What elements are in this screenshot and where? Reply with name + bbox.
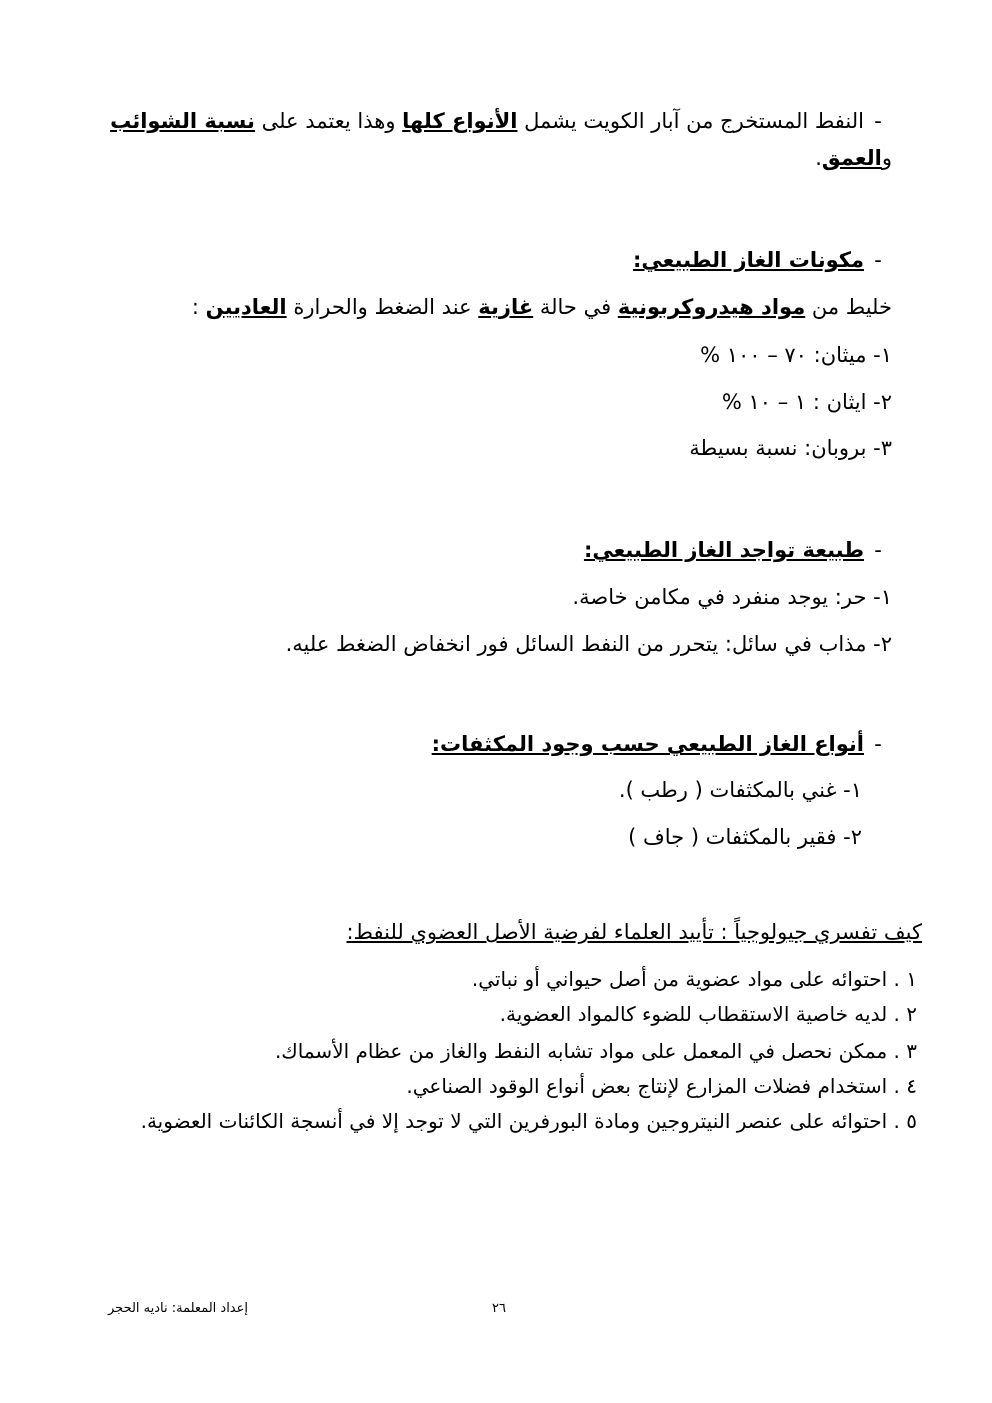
oil-text: . (815, 146, 822, 170)
list-item: ١- غني بالمكثفات ( رطب ). (618, 778, 862, 802)
occurrence-heading-row (584, 535, 892, 565)
intro-text: في حالة (533, 295, 618, 319)
occurrence-heading: طبيعة تواجد الغاز الطبيعي: (583, 538, 864, 562)
oil-text: و (881, 146, 892, 170)
oil-paragraph-line-2 (815, 143, 892, 173)
list-item: ٣- بروبان: نسبة بسيطة (689, 436, 892, 460)
list-item: ٥ . احتوائه على عنصر النيتروجين ومادة البورفرين التي لا توجد إلا في أنسجة الكائنات العضوية. (140, 1109, 917, 1133)
types-heading-row (432, 729, 892, 759)
bullet-dash: - (874, 732, 882, 756)
oil-text: وهذا يعتمد على (254, 109, 403, 133)
oil-text: النفط المستخرج من آبار الكويت يشمل (517, 109, 864, 133)
types-heading: أنواع الغاز الطبيعي حسب وجود المكثفات: (431, 732, 864, 756)
bullet-dash: - (874, 109, 882, 133)
bullet-dash: - (874, 538, 882, 562)
list-item: ١ . احتوائه على مواد عضوية من أصل حيواني أو نباتي. (471, 967, 917, 991)
list-item: ١- ميثان: ٧٠ – ١٠٠ % (700, 343, 892, 367)
components-intro (192, 292, 892, 322)
components-heading: مكونات الغاز الطبيعي: (633, 248, 864, 272)
list-item: ٢- مذاب في سائل: يتحرر من النفط السائل فور انخفاض الضغط عليه. (285, 632, 892, 656)
geology-heading: كيف تفسري جيولوجياً : تأييد العلماء لفرضية الأصل العضوي للنفط: (346, 920, 922, 944)
oil-emphasis-impurities: نسبة الشوائب (110, 109, 255, 133)
oil-emphasis-depth: العمق (821, 146, 882, 170)
footer-author: إعداد المعلمة: ناديه الحجر (108, 1301, 249, 1316)
intro-text: خليط من (805, 295, 892, 319)
intro-emphasis-normal: العاديين (205, 295, 287, 319)
list-item: ١- حر: يوجد منفرد في مكامن خاصة. (572, 585, 892, 609)
intro-text: عند الضغط والحرارة (286, 295, 479, 319)
list-item: ٢ . لديه خاصية الاستقطاب للضوء كالمواد العضوية. (499, 1002, 917, 1026)
oil-emphasis-all-types: الأنواع كلها (402, 109, 518, 133)
intro-emphasis-hydrocarbons: مواد هيدروكربونية (617, 295, 806, 319)
intro-emphasis-gaseous: غازية (478, 295, 534, 319)
page-number: ٢٦ (492, 1301, 506, 1316)
list-item: ٣ . ممكن نحصل في المعمل على مواد تشابه النفط والغاز من عظام الأسماك. (274, 1039, 917, 1063)
list-item: ٢- ايثان : ١ – ١٠ % (721, 390, 892, 414)
list-item: ٤ . استخدام فضلات المزارع لإنتاج بعض أنواع الوقود الصناعي. (406, 1074, 917, 1098)
bullet-dash: - (874, 248, 882, 272)
intro-text: : (191, 295, 206, 319)
components-heading-row (633, 245, 892, 275)
oil-paragraph-line-1 (110, 106, 892, 136)
list-item: ٢- فقير بالمكثفات ( جاف ) (628, 825, 862, 849)
